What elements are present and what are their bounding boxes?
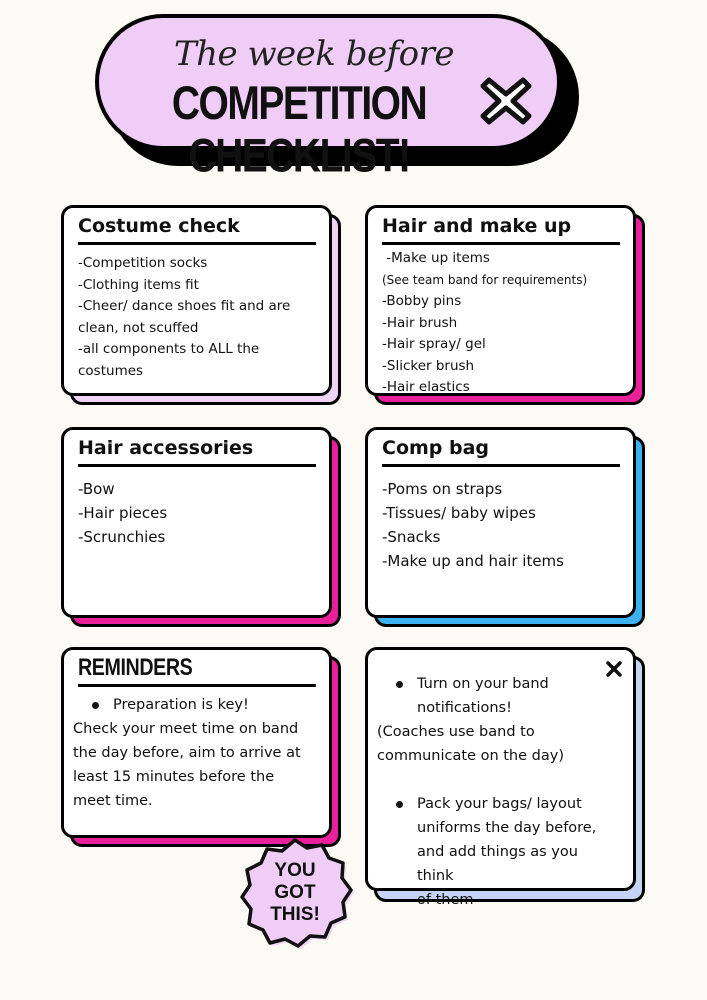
costume-check-card bbox=[61, 205, 343, 405]
bullet-text: Preparation is key! bbox=[113, 697, 249, 713]
list-item: -Hair pieces bbox=[78, 504, 168, 522]
list-item: -Scrunchies bbox=[78, 528, 166, 546]
card-title: Costume check bbox=[78, 214, 316, 245]
reminder-line: meet time. bbox=[73, 793, 153, 809]
card-title: Hair accessories bbox=[78, 436, 316, 467]
checklist bbox=[78, 253, 315, 382]
list-item: -all components to ALL the bbox=[78, 341, 260, 357]
band-tips-card bbox=[365, 647, 647, 908]
checklist bbox=[78, 477, 315, 549]
comp-bag-card bbox=[365, 427, 647, 627]
bullet-icon bbox=[396, 801, 403, 808]
note-line: communicate on the day) bbox=[377, 748, 564, 764]
x-icon bbox=[477, 72, 535, 130]
reminders-card bbox=[61, 647, 343, 847]
list-item: -Bow bbox=[78, 480, 115, 498]
list-item: -Competition socks bbox=[78, 255, 208, 271]
bullet-icon bbox=[396, 681, 403, 688]
list-item: -Make up items bbox=[382, 250, 490, 266]
bullet-icon bbox=[92, 702, 99, 709]
bullet-line: of them bbox=[417, 892, 474, 908]
card-body bbox=[61, 205, 332, 396]
list-item: -Snacks bbox=[382, 528, 441, 546]
reminder-line: least 15 minutes before the bbox=[73, 769, 275, 785]
bullet-line: Pack your bags/ layout bbox=[417, 796, 582, 812]
list-item: (See team band for requirements) bbox=[382, 272, 588, 287]
bullet-line: Turn on your band bbox=[417, 676, 549, 692]
bullet-line: notifications! bbox=[417, 700, 512, 716]
list-item: -Tissues/ baby wipes bbox=[382, 504, 536, 522]
bullet-line: uniforms the day before, bbox=[417, 820, 597, 836]
checklist bbox=[382, 477, 619, 573]
banner-title: COMPETITION CHECKLIST! bbox=[171, 78, 427, 183]
card-title: Comp bag bbox=[382, 436, 620, 467]
sticker-line: GOT bbox=[274, 882, 316, 903]
list-item: -Hair brush bbox=[382, 314, 458, 331]
card-body bbox=[61, 427, 332, 618]
sticker-line: THIS! bbox=[270, 904, 320, 925]
list-item: -Hair spray/ gel bbox=[382, 336, 486, 352]
list-item: -Clothing items fit bbox=[78, 276, 199, 293]
list-item: -Hair elastics bbox=[382, 379, 470, 395]
bullet-item bbox=[382, 672, 619, 720]
list-item: -Make up and hair items bbox=[382, 552, 564, 570]
list-item: costumes bbox=[78, 362, 144, 379]
list-item: -Cheer/ dance shoes fit and are bbox=[78, 298, 291, 314]
reminder-content bbox=[73, 693, 315, 813]
you-got-this-sticker bbox=[236, 836, 354, 954]
card-body bbox=[365, 205, 636, 396]
list-item: clean, not scuffed bbox=[78, 319, 199, 336]
reminder-line: the day before, aim to arrive at bbox=[73, 745, 301, 761]
card-body bbox=[365, 647, 636, 908]
note-line: (Coaches use band to bbox=[377, 724, 535, 740]
header-banner bbox=[95, 14, 585, 183]
list-item: -Bobby pins bbox=[382, 293, 462, 309]
reminder-line: Check your meet time on band bbox=[73, 721, 299, 737]
band-content bbox=[377, 672, 619, 912]
list-item: -Slicker brush bbox=[382, 357, 475, 374]
card-body bbox=[61, 647, 332, 838]
banner-subtitle: The week before bbox=[173, 34, 455, 74]
bullet-item bbox=[382, 792, 619, 912]
bullet-item bbox=[78, 693, 315, 717]
close-icon[interactable] bbox=[605, 660, 623, 678]
hair-makeup-card bbox=[365, 205, 647, 405]
checklist bbox=[382, 248, 619, 399]
list-item: -Poms on straps bbox=[382, 480, 503, 498]
card-body bbox=[365, 427, 636, 618]
hair-accessories-card bbox=[61, 427, 343, 627]
sticker-line: YOU bbox=[274, 860, 316, 881]
card-title: Hair and make up bbox=[382, 214, 620, 245]
bullet-line: and add things as you think bbox=[417, 844, 578, 884]
banner-pill bbox=[95, 14, 561, 183]
card-title: REMINDERS bbox=[78, 656, 316, 687]
